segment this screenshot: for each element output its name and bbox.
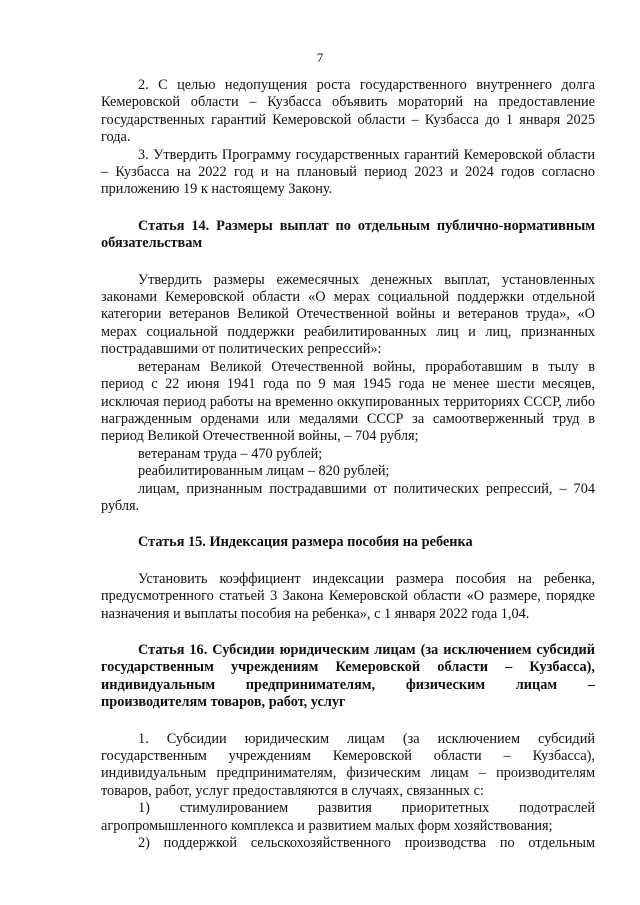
article-15-heading: Статья 15. Индексация размера пособия на ребенка [138,534,473,551]
article-14-item-labor-veterans: ветеранам труда – 470 рублей; [138,445,323,462]
article-16-heading: Статья 16. Субсидии юридическим лицам (за исключением субсидий государственным учреждениям Кемеровской области – Кузбасса), индивидуальным предпринимателям, физическим лицам – производителям товаров, работ, услуг [101,641,595,711]
article-16-paragraph-1: 1. Субсидии юридическим лицам (за исключением субсидий государственным учреждениям Кемеровской области – Кузбасса), индивидуальным предпринимателям, физическим лицам – производителям товаров, работ, услуг предоставляются в случаях, связанных с: [101,730,595,799]
article-14-item-wwii-veterans: ветеранам Великой Отечественной войны, проработавшим в тылу в период с 22 июня 1941 года по 9 мая 1945 года не менее шести месяцев, исключая период работы на временно оккупированных территориях СССР, либо награжденным орденами или медалями СССР за самоотверженный труд в период Великой Отечественной войны, – 704 рубля; [101,358,595,445]
article-15-text: Установить коэффициент индексации размера пособия на ребенка, предусмотренного статьей 3 Закона Кемеровской области «О размере, порядке назначения и выплаты пособия на ребенка», с 1 января 2022 года 1,04. [101,570,595,622]
paragraph-moratorium: 2. С целью недопущения роста государственного внутреннего долга Кемеровской области – Кузбасса объявить мораторий на предоставление государственных гарантий Кемеровской области – Кузбасса до 1 января 2025 года. [101,77,595,146]
document-body [101,77,595,852]
article-14-item-rehabilitated: реабилитированным лицам – 820 рублей; [138,463,390,480]
article-14-intro: Утвердить размеры ежемесячных денежных выплат, установленных законами Кемеровской области «О мерах социальной поддержки отдельной категории ветеранов Великой Отечественной войны и ветеранов труда», «О мерах социальной поддержки реабилитированных лиц и лиц, признанных пострадавшими от политических репрессий»: [101,271,595,358]
page-number: 7 [316,50,324,65]
article-14-heading: Статья 14. Размеры выплат по отдельным публично-нормативным обязательствам [101,217,595,252]
paragraph-guarantee-program: 3. Утвердить Программу государственных гарантий Кемеровской области – Кузбасса на 2022 год и на плановый период 2023 и 2024 годов согласно приложению 19 к настоящему Закону. [101,146,595,198]
article-14-item-repressed: лицам, признанным пострадавшими от политических репрессий, – 704 рубля. [101,480,595,514]
article-16-paragraph-3: 2) поддержкой сельскохозяйственного производства по отдельным [138,835,595,852]
article-16-paragraph-2: 1) стимулированием развития приоритетных подотраслей агропромышленного комплекса и развитием малых форм хозяйствования; [101,800,595,834]
